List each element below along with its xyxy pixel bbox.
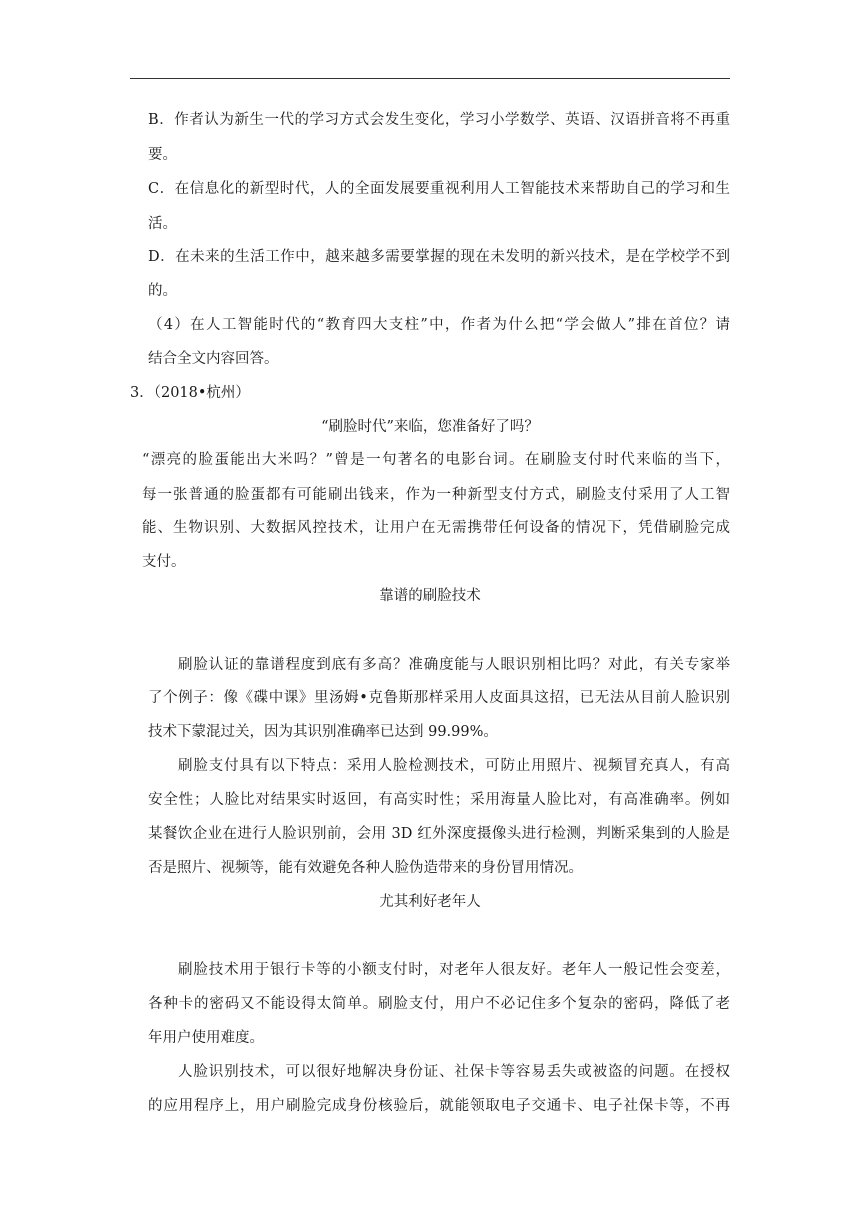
option-d-line-1: D．在未来的生活工作中，越来越多需要掌握的现在未发明的新兴技术，是在学校学不到: [148, 249, 730, 265]
question-4-line-1: （4）在人工智能时代的“教育四大支柱”中，作者为什么把“学会做人”排在首位？请: [148, 317, 730, 333]
option-b-line-2: 要。: [148, 147, 177, 163]
section2-para2-line-2: 的应用程序上，用户刷脸完成身份核验后，就能领取电子交通卡、电子社保卡等，不再: [148, 1098, 730, 1114]
option-c-line-2: 活。: [148, 216, 177, 232]
intro-line-2: 每一张普通的脸蛋都有可能刷出钱来，作为一种新型支付方式，刷脸支付采用了人工智: [142, 487, 730, 503]
section2-para2-line-1: 人脸识别技术，可以很好地解决身份证、社保卡等容易丢失或被盗的问题。在授权: [178, 1064, 730, 1080]
section1-para2-line-1: 刷脸支付具有以下特点：采用人脸检测技术，可防止用照片、视频冒充真人，有高: [178, 758, 730, 774]
question-3-source: 3．（2018•杭州）: [130, 385, 250, 401]
option-c-line-1: C．在信息化的新型时代，人的全面发展要重视利用人工智能技术来帮助自己的学习和生: [148, 181, 730, 197]
section2-para1-line-1: 刷脸技术用于银行卡等的小额支付时，对老年人很友好。老年人一般记性会变差，: [178, 962, 730, 978]
section2-para1-line-2: 各种卡的密码又不能设得太简单。刷脸支付，用户不必记住多个复杂的密码，降低了老: [148, 996, 730, 1012]
section1-para1-line-1: 刷脸认证的靠谱程度到底有多高？准确度能与人眼识别相比吗？对此，有关专家举: [178, 657, 730, 673]
section1-para1-line-2: 了个例子：像《碟中课》里汤姆•克鲁斯那样采用人皮面具这招，已无法从目前人脸识别: [148, 690, 730, 706]
header-rule: [130, 78, 730, 79]
question-4-line-2: 结合全文内容回答。: [148, 351, 279, 367]
intro-line-3: 能、生物识别、大数据风控技术，让用户在无需携带任何设备的情况下，凭借刷脸完成: [142, 520, 730, 536]
section1-para2-line-4: 否是照片、视频等，能有效避免各种人脸伪造带来的身份冒用情况。: [148, 860, 583, 876]
intro-line-1: “漂亮的脸蛋能出大米吗？”曾是一句著名的电影台词。在刷脸支付时代来临的当下，: [142, 452, 730, 468]
option-b-line-1: B．作者认为新生一代的学习方式会发生变化，学习小学数学、英语、汉语拼音将不再重: [148, 112, 730, 128]
section-heading-2: 尤其利好老年人: [379, 894, 481, 910]
section1-para1-line-3: 技术下蒙混过关，因为其识别准确率已达到 99.99%。: [148, 724, 498, 740]
intro-line-4: 支付。: [142, 554, 186, 570]
section2-para1-line-3: 年用户使用难度。: [148, 1030, 264, 1046]
section1-para2-line-2: 安全性；人脸比对结果实时返回，有高实时性；采用海量人脸比对，有高准确率。例如: [148, 792, 730, 808]
section-heading-1: 靠谱的刷脸技术: [379, 588, 481, 604]
article-title: “刷脸时代”来临，您准备好了吗？: [321, 419, 539, 435]
option-d-line-2: 的。: [148, 283, 177, 299]
section1-para2-line-3: 某餐饮企业在进行人脸识别前，会用 3D 红外深度摄像头进行检测，判断采集到的人脸是: [148, 826, 730, 842]
